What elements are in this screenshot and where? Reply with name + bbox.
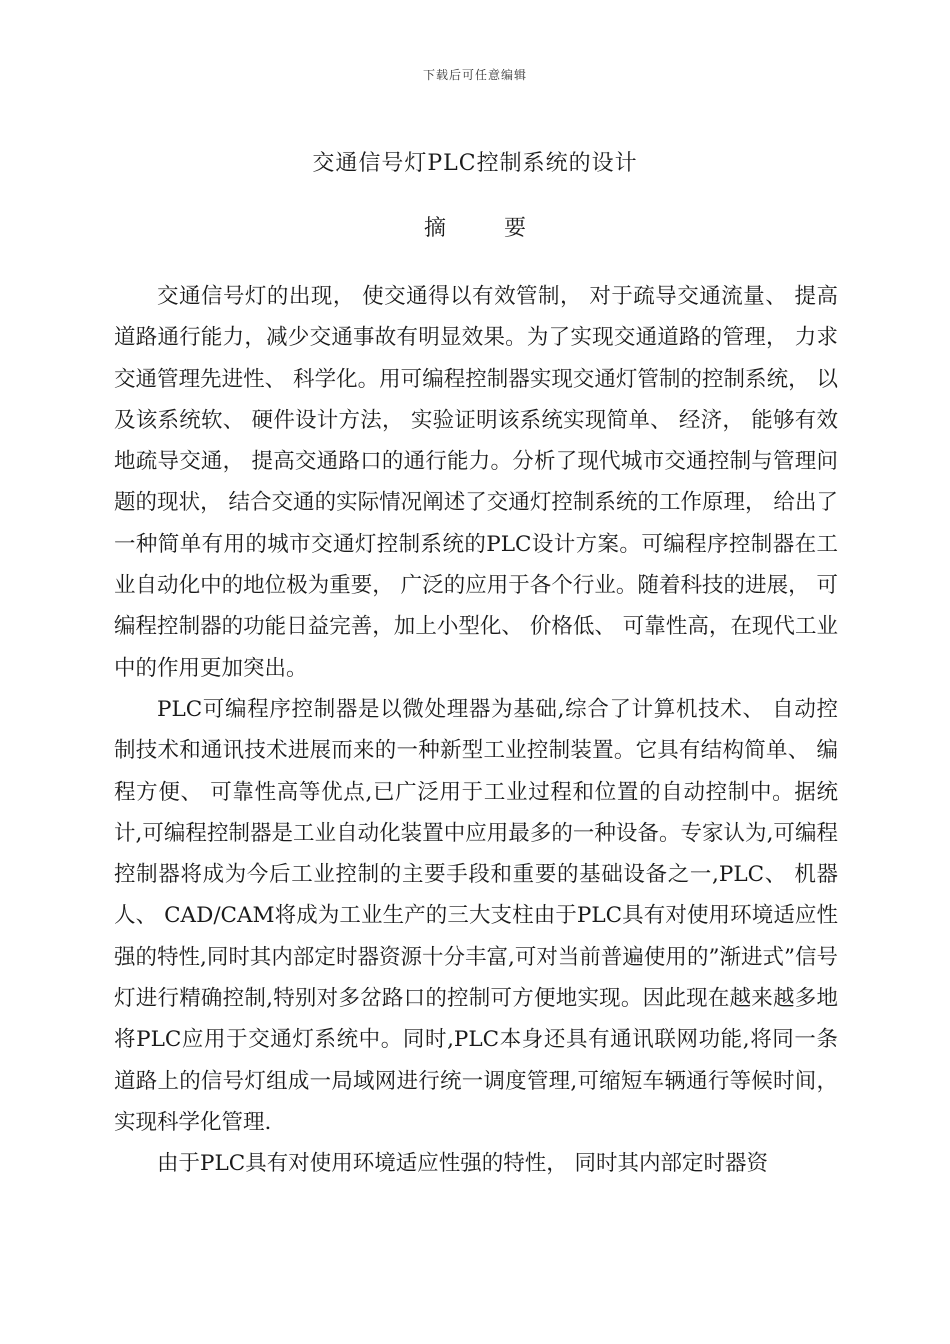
document-title: 交通信号灯PLC控制系统的设计 [312, 151, 638, 176]
paragraph-2: PLC可编程序控制器是以微处理器为基础,综合了计算机技术、 自动控制技术和通讯技术进展而来的一种新型工业控制装置。它具有结构简单、 编程方便、 可靠性高等优点,已广泛用于工业过程和位置的自动控制中。据统计,可编程控制器是工业自动化装置中应用最多的一种设备。专家认为,可编程控制器将成为今后工业控制的主要手段和重要的基础设备之一,PLC、 机器人、 CAD/CAM将成为工业生产的三大支柱由于PLC具有对使用环境适应性强的特性,同时其内部定时器资源十分丰富,可对当前普遍使用的”渐进式”信号灯进行精确控制,特别对多岔路口的控制可方便地实现。因此现在越来越多地将PLC应用于交通灯系统中。同时,PLC本身还具有通讯联网功能,将同一条道路上的信号灯组成一局域网进行统一调度管理,可缩短车辆通行等候时间， 实现科学化管理. [114, 696, 838, 1135]
header-note: 下载后可任意编辑 [422, 68, 527, 82]
paragraph-3: 由于PLC具有对使用环境适应性强的特性， 同时其内部定时器资 [157, 1151, 769, 1177]
abstract-heading [0, 211, 950, 242]
abstract-heading-char-2: 要 [503, 216, 526, 241]
abstract-body [114, 276, 838, 1185]
abstract-heading-char-1: 摘 [423, 216, 446, 241]
paragraph-1: 交通信号灯的出现， 使交通得以有效管制， 对于疏导交通流量、 提高道路通行能力，减少交通事故有明显效果。为了实现交通道路的管理， 力求交通管理先进性、 科学化。用可编程控制器实现交通灯管制的控制系统， 以及该系统软、 硬件设计方法， 实验证明该系统实现简单、 经济， 能够有效地疏导交通， 提高交通路口的通行能力。分析了现代城市交通控制与管理问题的现状， 结合交通的实际情况阐述了交通灯控制系统的工作原理， 给出了一种简单有用的城市交通灯控制系统的PLC设计方案。可编程序控制器在工业自动化中的地位极为重要， 广泛的应用于各个行业。随着科技的进展， 可编程控制器的功能日益完善，加上小型化、 价格低、 可靠性高，在现代工业中的作用更加突出。 [114, 284, 838, 681]
